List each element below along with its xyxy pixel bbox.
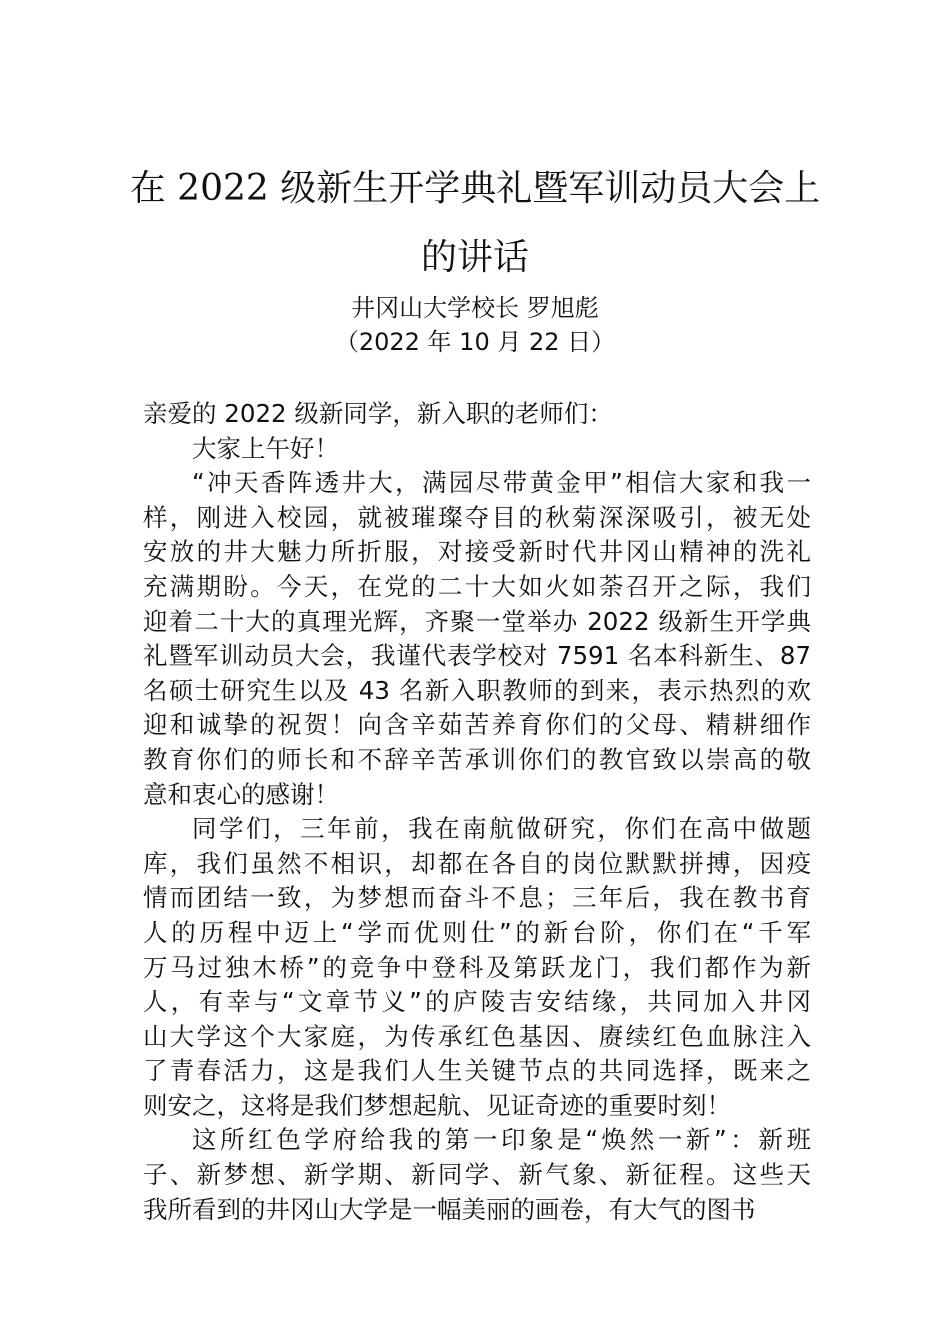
- paragraph-line: 人，有幸与“文章节义”的庐陵吉安结缘，共同加入井冈: [143, 987, 811, 1017]
- paragraph-line: 万马过独木桥”的竞争中登科及第跃龙门，我们都作为新: [143, 952, 811, 982]
- document-author: 井冈山大学校长 罗旭彪: [351, 294, 599, 322]
- paragraph-line: 我所看到的井冈山大学是一幅美丽的画卷，有大气的图书: [143, 1194, 756, 1224]
- paragraph-line: 安放的井大魅力所折服，对接受新时代井冈山精神的洗礼: [143, 537, 811, 567]
- document-date: （2022 年 10 月 22 日）: [334, 328, 616, 356]
- paragraph-line: 大家上午好！: [192, 433, 339, 463]
- paragraph-line: 了青春活力，这是我们人生关键节点的共同选择，既来之: [143, 1056, 811, 1086]
- paragraph-line: 山大学这个大家庭，为传承红色基因、赓续红色血脉注入: [143, 1021, 811, 1051]
- paragraph-line: 同学们，三年前，我在南航做研究，你们在高中做题: [192, 814, 811, 844]
- paragraph-line: 名硕士研究生以及 43 名新入职教师的到来，表示热烈的欢: [143, 675, 811, 705]
- paragraph-line: 意和衷心的感谢！: [143, 779, 339, 809]
- paragraph-line: 充满期盼。今天，在党的二十大如火如荼召开之际，我们: [143, 571, 811, 601]
- paragraph-line: 人的历程中迈上“学而优则仕”的新台阶，你们在“千军: [143, 917, 811, 947]
- document-title-line-2: 的讲话: [420, 237, 529, 278]
- paragraph-line: 礼暨军训动员大会，我谨代表学校对 7591 名本科新生、87: [143, 641, 811, 671]
- paragraph-line: 情而团结一致，为梦想而奋斗不息；三年后，我在教书育: [143, 883, 811, 913]
- paragraph: [143, 1123, 811, 1227]
- paragraph-line: 这所红色学府给我的第一印象是“焕然一新”：新班: [192, 1125, 811, 1155]
- paragraph-line: 库，我们虽然不相识，却都在各自的岗位默默拼搏，因疫: [143, 848, 811, 878]
- paragraph-line: 样，刚进入校园，就被璀璨夺目的秋菊深深吸引，被无处: [143, 502, 811, 532]
- paragraph: [143, 432, 811, 467]
- paragraph-line: 教育你们的师长和不辞辛苦承训你们的教官致以崇高的敬: [143, 744, 811, 774]
- paragraph-line: 子、新梦想、新学期、新同学、新气象、新征程。这些天: [143, 1160, 811, 1190]
- paragraph-line: 则安之，这将是我们梦想起航、见证奇迹的重要时刻！: [143, 1090, 731, 1120]
- paragraph: [143, 812, 811, 1123]
- document-body: [143, 397, 811, 1227]
- paragraph-line: “冲天香阵透井大，满园尽带黄金甲”相信大家和我一: [192, 468, 811, 498]
- paragraph: [143, 397, 811, 432]
- paragraph-line: 亲爱的 2022 级新同学，新入职的老师们：: [143, 399, 613, 428]
- paragraph: [143, 466, 811, 812]
- paragraph-line: 迎和诚挚的祝贺！向含辛茹苦养育你们的父母、精耕细作: [143, 710, 811, 740]
- document-title-line-1: 在 2022 级新生开学典礼暨军训动员大会上: [129, 168, 821, 209]
- paragraph-line: 迎着二十大的真理光辉，齐聚一堂举办 2022 级新生开学典: [143, 606, 811, 636]
